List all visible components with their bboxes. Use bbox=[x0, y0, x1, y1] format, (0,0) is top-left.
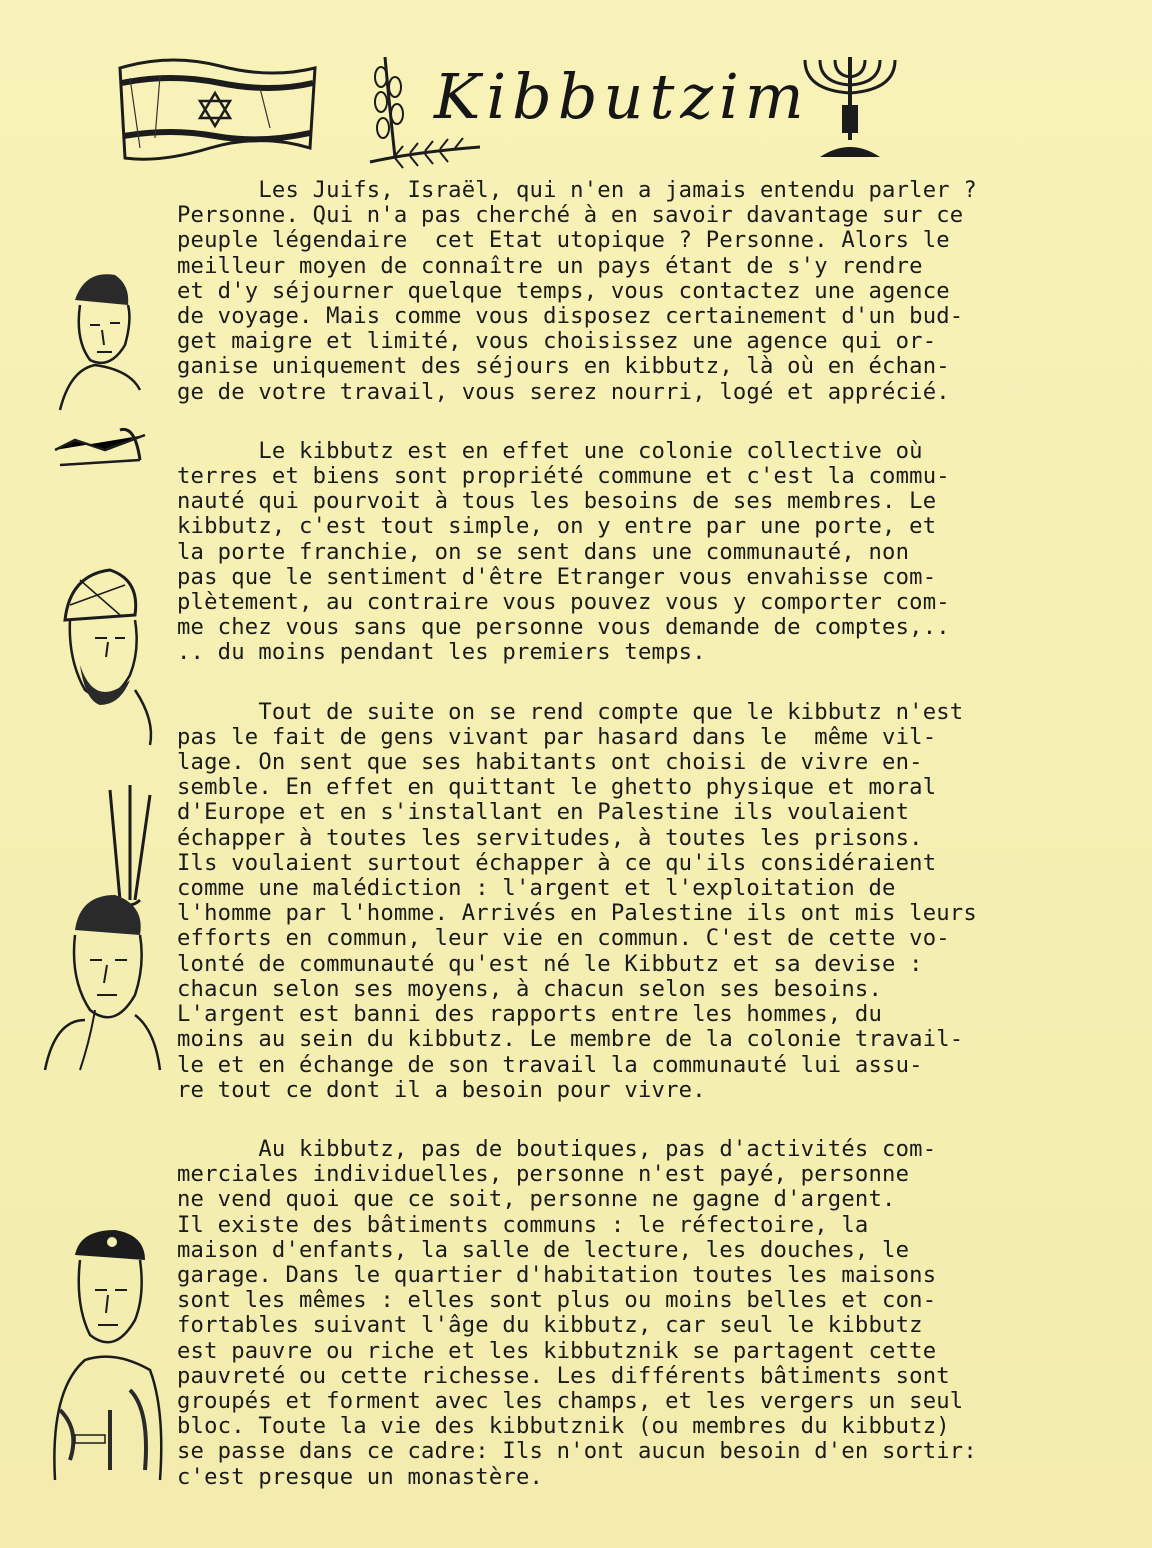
article-body bbox=[177, 178, 1057, 1524]
farmer-portrait-sketch bbox=[40, 260, 150, 490]
menorah-drawing bbox=[795, 45, 905, 165]
israeli-flag-drawing bbox=[110, 48, 320, 178]
soldier-portrait-sketch bbox=[40, 1210, 170, 1490]
paragraph-2: Le kibbutz est en effet une colonie collective où terres et biens sont propriété commune et c'est la commu- nauté qui pourvoit à tous les besoins de ses membres. Le kibbutz, c'est tout simple, on y entre par une porte, et la porte franchie, on se sent dans une communauté, non pas que le sentiment d'être Etranger vous envahisse com- plètement, au contraire vous pouvez vous y comporter com- me chez vous sans que personne vous demande de comptes,.. .. du moins pendant les premiers temps. bbox=[177, 437, 950, 666]
page-title: Kibbutzim bbox=[434, 60, 810, 133]
bearded-man-portrait-sketch bbox=[40, 560, 160, 750]
paragraph-4: Au kibbutz, pas de boutiques, pas d'activités com- merciales individuelles, personne n'est payé, personne ne vend quoi que ce soit, personne ne gagne d'argent. Il existe des bâtiments communs : le réfectoire, la maison d'enfants, la salle de lecture, les douches, le garage. Dans le quartier d'habitation toutes les maisons sont les mêmes : elles sont plus ou moins belles et con- fortables suivant l'âge du kibbutz, car seul le kibbutz est pauvre ou riche et les kibbutznik se partagent cette pauvreté ou cette richesse. Les différents bâtiments sont groupés et forment avec les champs, et les vergers un seul bloc. Toute la vie des kibbutznik (ou membres du kibbutz) se passe dans ce cadre: Ils n'ont aucun besoin d'en sortir: c'est presque un monastère. bbox=[177, 1135, 977, 1490]
worker-with-pitchfork-sketch bbox=[35, 780, 165, 1080]
paragraph-1: Les Juifs, Israël, qui n'en a jamais entendu parler ? Personne. Qui n'a pas cherché à en savoir davantage sur ce peuple légendaire cet Etat utopique ? Personne. Alors le meilleur moyen de connaître un pays étant de s'y rendre et d'y séjourner quelque temps, vous contactez une agence de voyage. Mais comme vous disposez certainement d'un bud- get maigre et limité, vous choisissez une agence qui or- ganise uniquement des séjours en kibbutz, là où en échan- ge de votre travail, vous serez nourri, logé et apprécié. bbox=[177, 177, 977, 405]
paragraph-3: Tout de suite on se rend compte que le kibbutz n'est pas le fait de gens vivant par hasard dans le même vil- lage. On sent que ses habitants ont choisi de vivre en- semble. En effet en quittant le ghetto physique et moral d'Europe et en s'installant en Palestine ils voulaient échapper à toutes les servitudes, à toutes les prisons. Ils voulaient surtout échapper à ce qu'ils considéraient comme une malédiction : l'argent et l'exploitation de l'homme par l'homme. Arrivés en Palestine ils ont mis leurs efforts en commun, leur vie en commun. C'est de cette vo- lonté de communauté qu'est né le Kibbutz et sa devise : chacun selon ses moyens, à chacun selon ses besoins. L'argent est banni des rapports entre les hommes, du moins au sein du kibbutz. Le membre de la colonie travail- le et en échange de son travail la communauté lui assu- re tout ce dont il a besoin pour vivre. bbox=[177, 698, 977, 1103]
